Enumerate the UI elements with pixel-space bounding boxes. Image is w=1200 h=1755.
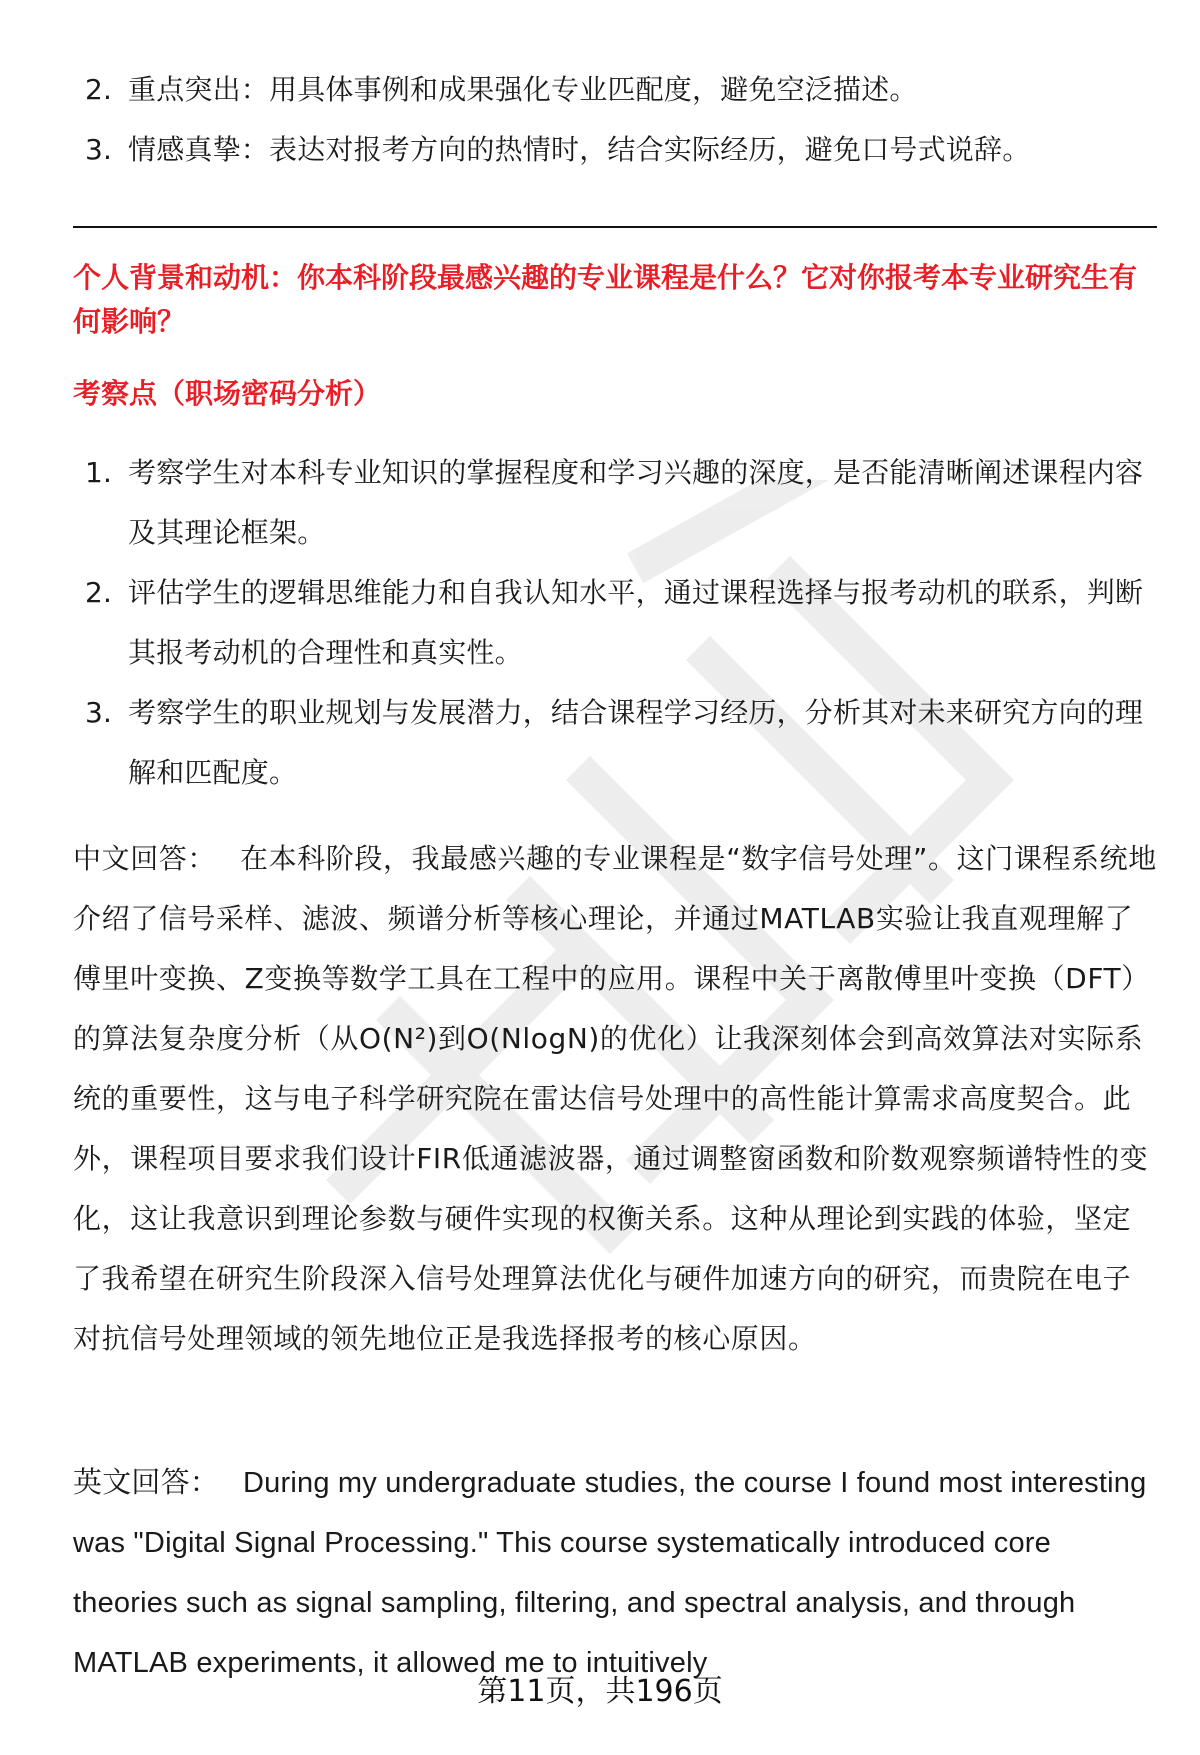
question-heading: 个人背景和动机：你本科阶段最感兴趣的专业课程是什么？它对你报考本专业研究生有何影响？ [73, 261, 1138, 338]
list-number: 2. [85, 576, 113, 609]
list-text: 考察学生对本科专业知识的掌握程度和学习兴趣的深度，是否能清晰阐述课程内容及其理论框架。 [128, 456, 1144, 549]
list-number: 2. [85, 73, 113, 106]
list-item [73, 120, 1153, 180]
list-number: 1. [85, 456, 113, 489]
list-number: 3. [85, 133, 113, 166]
list-item [73, 443, 1153, 563]
section-divider [73, 226, 1157, 228]
guidelines-list [73, 60, 1153, 180]
chinese-answer-text: 在本科阶段，我最感兴趣的专业课程是“数字信号处理”。这门课程系统地介绍了信号采样、滤波、频谱分析等核心理论，并通过MATLAB实验让我直观理解了傅里叶变换、Z变换等数学工具在工程中的应用。课程中关于离散傅里叶变换（DFT）的算法复杂度分析（从O(N²)到O(NlogN)的优化）让我深刻体会到高效算法对实际系统的重要性，这与电子科学研究院在雷达信号处理中的高性能计算需求高度契合。此外，课程项目要求我们设计FIR低通滤波器，通过调整窗函数和阶数观察频谱特性的变化，这让我意识到理论参数与硬件实现的权衡关系。这种从理论到实践的体验，坚定了我希望在研究生阶段深入信号处理算法优化与硬件加速方向的研究，而贵院在电子对抗信号处理领域的领先地位正是我选择报考的核心原因。 [73, 842, 1157, 1355]
english-answer-text: During my undergraduate studies, the course I found most interesting was "Digital Signal Processing." This course systematically introduced core theories such as signal sampling, filtering, and spectral analysis, and through MATLAB experiments, it allowed me to intuitively [73, 1467, 1147, 1679]
english-answer-label: 英文回答： [73, 1467, 220, 1499]
chinese-answer-label: 中文回答： [73, 842, 217, 875]
english-answer [73, 1453, 1157, 1693]
list-text: 评估学生的逻辑思维能力和自我认知水平，通过课程选择与报考动机的联系，判断其报考动机的合理性和真实性。 [128, 576, 1144, 669]
list-text: 考察学生的职业规划与发展潜力，结合课程学习经历，分析其对未来研究方向的理解和匹配度。 [128, 696, 1144, 789]
list-text: 情感真挚：表达对报考方向的热情时，结合实际经历，避免口号式说辞。 [128, 133, 1031, 166]
list-item [73, 60, 1153, 120]
assessment-subheading: 考察点（职场密码分析） [73, 377, 382, 410]
assessment-points-list [73, 443, 1153, 803]
chinese-answer [73, 829, 1157, 1369]
list-item [73, 683, 1153, 803]
list-number: 3. [85, 696, 113, 729]
page-footer: 第11页，共196页 [477, 1674, 723, 1709]
list-text: 重点突出：用具体事例和成果强化专业匹配度，避免空泛描述。 [128, 73, 918, 106]
list-item [73, 563, 1153, 683]
